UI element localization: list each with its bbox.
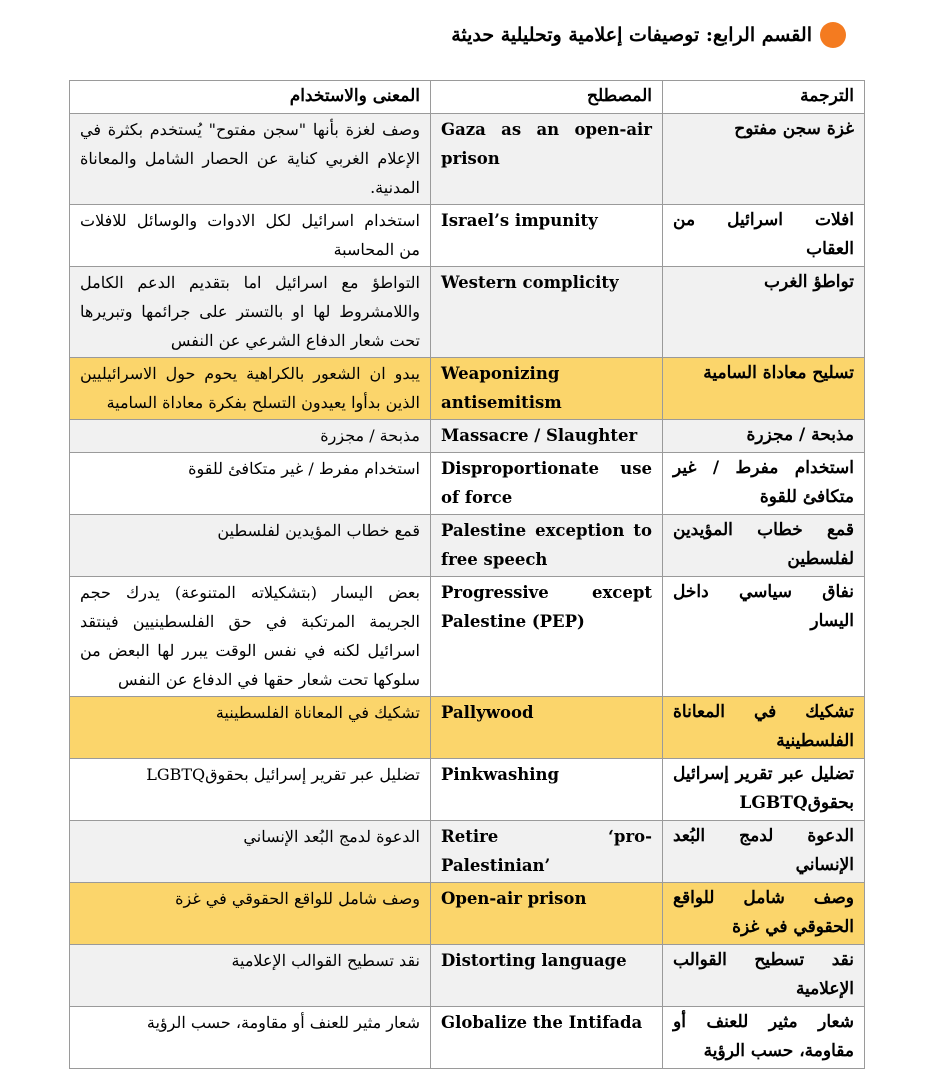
cell-translation: الدعوة لدمج البُعد الإنساني: [663, 821, 865, 883]
cell-translation: نفاق سياسي داخل اليسار: [663, 577, 865, 697]
orange-bullet-icon: [820, 22, 846, 48]
table-row: [70, 267, 865, 358]
cell-meaning: الدعوة لدمج البُعد الإنساني: [70, 821, 431, 883]
terms-table: [69, 80, 865, 1069]
table-row: [70, 577, 865, 697]
table-row: [70, 453, 865, 515]
cell-translation: تسليح معاداة السامية: [663, 358, 865, 420]
table-row: [70, 821, 865, 883]
section-header: [451, 22, 846, 48]
cell-term: Israel’s impunity: [431, 205, 663, 267]
cell-term: Massacre / Slaughter: [431, 420, 663, 453]
cell-term: Globalize the Intifada: [431, 1007, 663, 1069]
cell-meaning: بعض اليسار (بتشكيلاته المتنوعة) يدرك حجم الجريمة المرتكبة في حق الفلسطينيين فينتقد اسرائيل لكنه في نفس الوقت يبرر لها البعض من سلوكها تحت شعار حقها في الدفاع عن النفس: [70, 577, 431, 697]
cell-translation: افلات اسرائيل من العقاب: [663, 205, 865, 267]
table-row: [70, 420, 865, 453]
cell-meaning: يبدو ان الشعور بالكراهية يحوم حول الاسرائيليين الذين بدأوا يعيدون التسلح بفكرة معاداة السامية: [70, 358, 431, 420]
section-title: القسم الرابع: توصيفات إعلامية وتحليلية حديثة: [451, 24, 812, 46]
cell-term: Disproportionate use of force: [431, 453, 663, 515]
cell-term: Palestine exception to free speech: [431, 515, 663, 577]
cell-translation: استخدام مفرط / غير متكافئ للقوة: [663, 453, 865, 515]
table-row: [70, 205, 865, 267]
cell-meaning: وصف شامل للواقع الحقوقي في غزة: [70, 883, 431, 945]
cell-meaning: تشكيك في المعاناة الفلسطينية: [70, 697, 431, 759]
cell-meaning: قمع خطاب المؤيدين لفلسطين: [70, 515, 431, 577]
table-row: [70, 358, 865, 420]
cell-translation: غزة سجن مفتوح: [663, 114, 865, 205]
cell-translation: نقد تسطيح القوالب الإعلامية: [663, 945, 865, 1007]
cell-term: Distorting language: [431, 945, 663, 1007]
cell-term: Pallywood: [431, 697, 663, 759]
header-translation: الترجمة: [663, 81, 865, 114]
table-row: [70, 759, 865, 821]
cell-translation: وصف شامل للواقع الحقوقي في غزة: [663, 883, 865, 945]
cell-meaning: استخدام اسرائيل لكل الادوات والوسائل للافلات من المحاسبة: [70, 205, 431, 267]
cell-meaning: استخدام مفرط / غير متكافئ للقوة: [70, 453, 431, 515]
cell-meaning: وصف لغزة بأنها "سجن مفتوح" يُستخدم بكثرة في الإعلام الغربي كناية عن الحصار الشامل والمعاناة المدنية.: [70, 114, 431, 205]
cell-translation: تضليل عبر تقرير إسرائيل بحقوقLGBTQ: [663, 759, 865, 821]
cell-term: Progressive except Palestine (PEP): [431, 577, 663, 697]
cell-translation: شعار مثير للعنف أو مقاومة، حسب الرؤية: [663, 1007, 865, 1069]
cell-translation: تواطؤ الغرب: [663, 267, 865, 358]
cell-term: Open-air prison: [431, 883, 663, 945]
table-row: [70, 114, 865, 205]
header-meaning: المعنى والاستخدام: [70, 81, 431, 114]
cell-term: Western complicity: [431, 267, 663, 358]
cell-meaning: نقد تسطيح القوالب الإعلامية: [70, 945, 431, 1007]
cell-translation: مذبحة / مجزرة: [663, 420, 865, 453]
table-row: [70, 1007, 865, 1069]
cell-translation: قمع خطاب المؤيدين لفلسطين: [663, 515, 865, 577]
cell-meaning: شعار مثير للعنف أو مقاومة، حسب الرؤية: [70, 1007, 431, 1069]
cell-translation: تشكيك في المعاناة الفلسطينية: [663, 697, 865, 759]
table-row: [70, 697, 865, 759]
cell-term: Gaza as an open-air prison: [431, 114, 663, 205]
cell-meaning: التواطؤ مع اسرائيل اما بتقديم الدعم الكامل واللامشروط لها او بالتستر على جرائمها وتبريرها تحت شعار الدفاع الشرعي عن النفس: [70, 267, 431, 358]
cell-term: Pinkwashing: [431, 759, 663, 821]
table-header-row: [70, 81, 865, 114]
table-row: [70, 515, 865, 577]
table-row: [70, 945, 865, 1007]
cell-term: Weaponizing antisemitism: [431, 358, 663, 420]
header-term: المصطلح: [431, 81, 663, 114]
cell-term: Retire ‘pro-Palestinian’: [431, 821, 663, 883]
cell-meaning: مذبحة / مجزرة: [70, 420, 431, 453]
cell-meaning: تضليل عبر تقرير إسرائيل بحقوقLGBTQ: [70, 759, 431, 821]
table-row: [70, 883, 865, 945]
